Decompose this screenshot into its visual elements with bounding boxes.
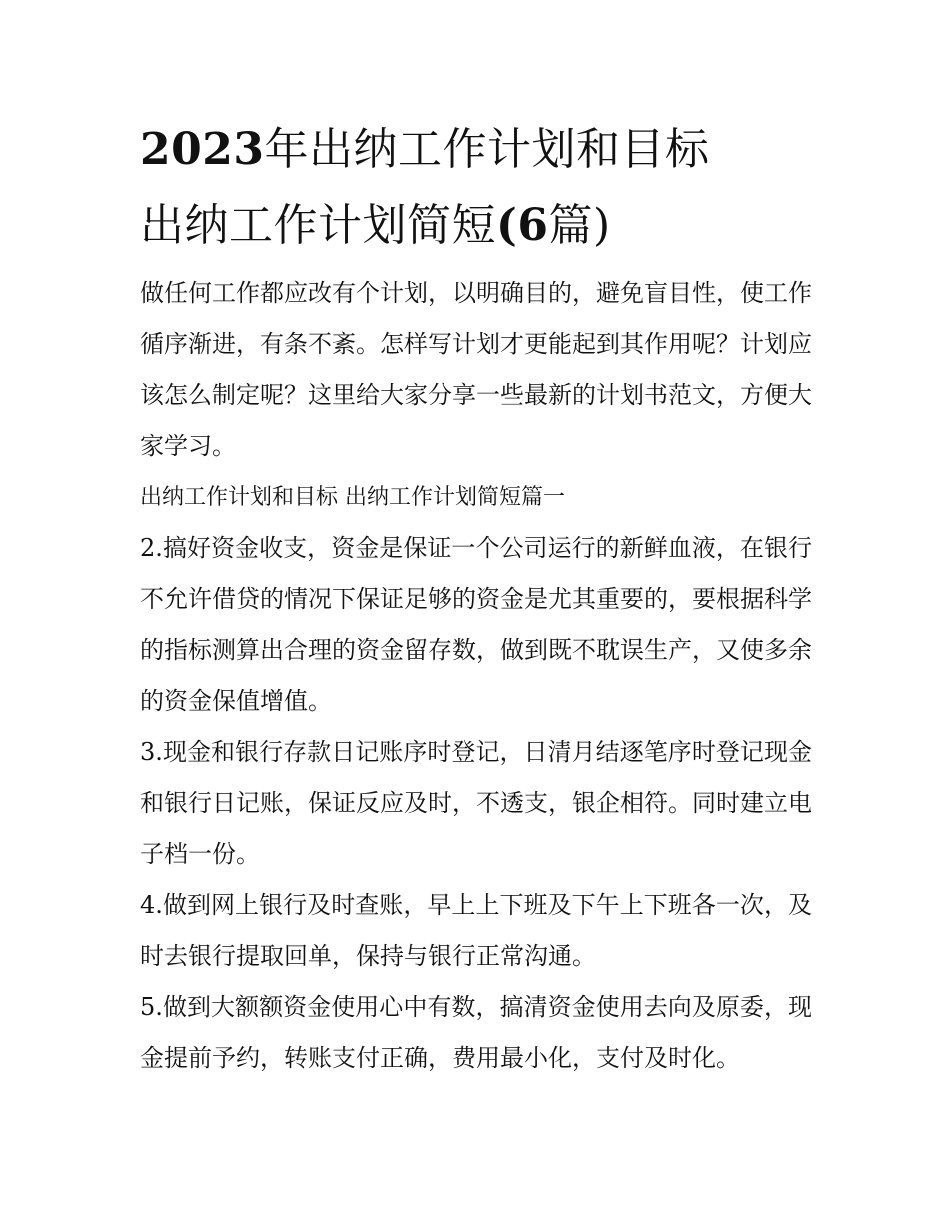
title-line2-text: 出纳工作计划简短 [140, 200, 496, 251]
list-item: 5.做到大额额资金使用心中有数，搞清资金使用去向及原委，现金提前予约，转账支付正确，费用最小化，支付及时化。 [140, 993, 812, 1072]
title-line2-suffix: 篇) [548, 200, 611, 251]
title-year: 2023 [140, 124, 265, 175]
section-heading: 出纳工作计划和目标 出纳工作计划简短篇一 [140, 485, 565, 510]
document-title [140, 112, 812, 264]
document-content [140, 112, 812, 1084]
list-item: 3.现金和银行存款日记账序时登记，日清月结逐笔序时登记现金和银行日记账，保证反应及时，不透支，银企相符。同时建立电子档一份。 [140, 738, 812, 868]
intro-paragraph: 做任何工作都应改有个计划，以明确目的，避免盲目性，使工作循序渐进，有条不紊。怎样写计划才更能起到其作用呢？计划应该怎么制定呢？这里给大家分享一些最新的计划书范文，方便大家学习。 [140, 279, 812, 460]
title-paren-open: ( [496, 200, 518, 251]
title-line1-text: 年出纳工作计划和目标 [264, 124, 710, 175]
list-item: 4.做到网上银行及时查账，早上上下班及下午上下班各一次，及时去银行提取回单，保持与银行正常沟通。 [140, 891, 812, 970]
title-count: 6 [517, 200, 549, 251]
list-item: 2.搞好资金收支，资金是保证一个公司运行的新鲜血液，在银行不允许借贷的情况下保证足够的资金是尤其重要的，要根据科学的指标测算出合理的资金留存数，做到既不耽误生产，又使多余的资金保值增值。 [140, 534, 812, 715]
